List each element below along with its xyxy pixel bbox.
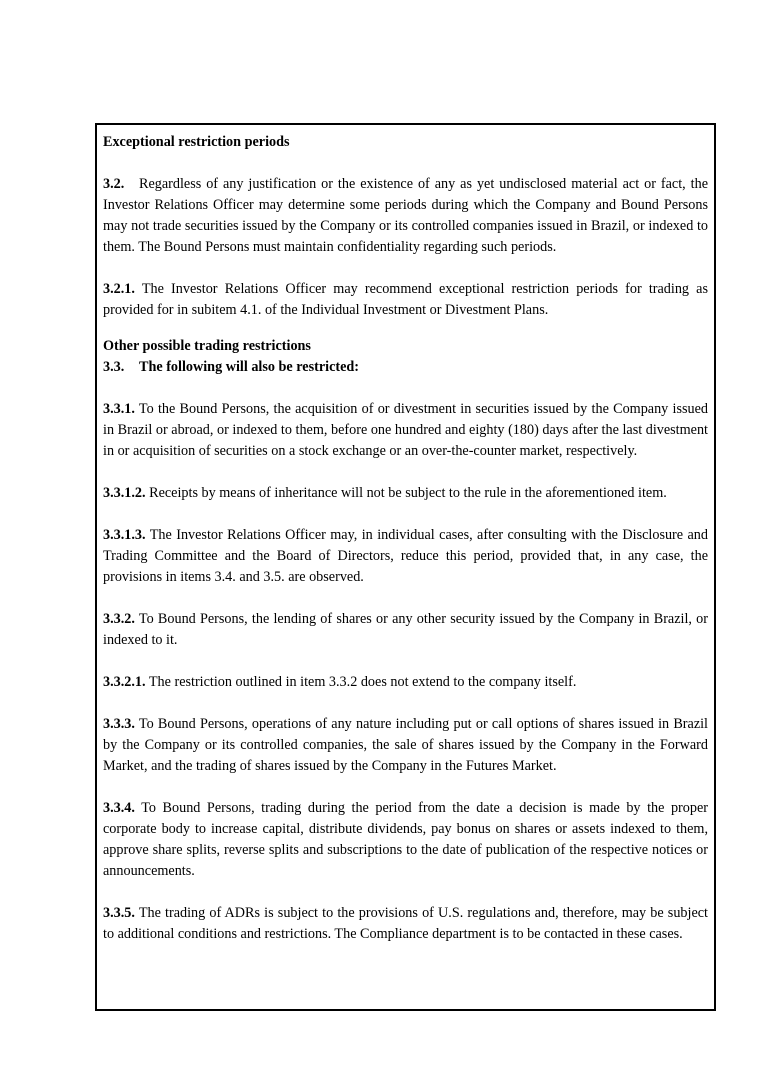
paragraph-3-3-1 [103, 399, 708, 462]
paragraph-3-2-1 [103, 279, 708, 321]
item-number: 3.2. [103, 176, 125, 192]
item-number: 3.3.5. [103, 905, 135, 921]
item-number: 3.3.4. [103, 800, 135, 816]
item-text: The trading of ADRs is subject to the provisions of U.S. regulations and, therefore, may be subject to additional conditions and restrictions. The Compliance department is to be contacted in these cases. [103, 905, 708, 942]
paragraph-3-3-4 [103, 798, 708, 882]
item-number: 3.3.2. [103, 611, 135, 627]
section-heading-exceptional-restriction: Exceptional restriction periods [103, 134, 290, 150]
paragraph-3-3-2-1 [103, 672, 708, 693]
item-number: 3.3.1.3. [103, 527, 146, 543]
item-text: Receipts by means of inheritance will not be subject to the rule in the aforementioned item. [149, 485, 667, 501]
item-number: 3.2.1. [103, 281, 135, 297]
section-heading-other-restrictions: Other possible trading restrictions [103, 338, 311, 354]
item-number: 3.3. [103, 359, 125, 375]
paragraph-3-3-1-2 [103, 483, 708, 504]
document-box [95, 123, 716, 1011]
item-number: 3.3.3. [103, 716, 135, 732]
item-text: To Bound Persons, the lending of shares or any other security issued by the Company in Brazil, or indexed to it. [103, 611, 708, 648]
item-number: 3.3.1.2. [103, 485, 146, 501]
item-text: To the Bound Persons, the acquisition of or divestment in securities issued by the Company issued in Brazil or abroad, or indexed to them, before one hundred and eighty (180) days after the last divestment in or acquisition of securities on a stock exchange or an over-the-counter market, respectively. [103, 401, 708, 459]
item-text: To Bound Persons, operations of any nature including put or call options of shares issued in Brazil by the Company or its controlled companies, the sale of shares issued by the Company in the Forward Market, and the trading of shares issued by the Company in the Futures Market. [103, 716, 708, 774]
item-number: 3.3.1. [103, 401, 135, 417]
paragraph-3-3-1-3 [103, 525, 708, 588]
item-text: The restriction outlined in item 3.3.2 does not extend to the company itself. [148, 674, 577, 690]
paragraph-3-2 [103, 174, 708, 258]
paragraph-3-3-3 [103, 714, 708, 777]
paragraph-3-3-2 [103, 609, 708, 651]
item-text: The following will also be restricted: [139, 359, 360, 375]
item-text: To Bound Persons, trading during the period from the date a decision is made by the proper corporate body to increase capital, distribute dividends, pay bonus on shares or assets indexed to them, approve share splits, reverse splits and subscriptions to the date of publication of the respective notices or announcements. [103, 800, 708, 879]
item-number: 3.3.2.1. [103, 674, 146, 690]
item-text: The Investor Relations Officer may recommend exceptional restriction periods for trading as provided for in subitem 4.1. of the Individual Investment or Divestment Plans. [103, 281, 708, 318]
item-text: The Investor Relations Officer may, in individual cases, after consulting with the Disclosure and Trading Committee and the Board of Directors, reduce this period, provided that, in any case, the provisions in items 3.4. and 3.5. are observed. [103, 527, 708, 585]
item-text: Regardless of any justification or the existence of any as yet undisclosed material act or fact, the Investor Relations Officer may determine some periods during which the Company and Bound Persons may not trade securities issued by the Company or its controlled companies issued in Brazil, or indexed to them. The Bound Persons must maintain confidentiality regarding such periods. [103, 176, 708, 255]
paragraph-3-3 [103, 357, 708, 378]
paragraph-3-3-5 [103, 903, 708, 945]
